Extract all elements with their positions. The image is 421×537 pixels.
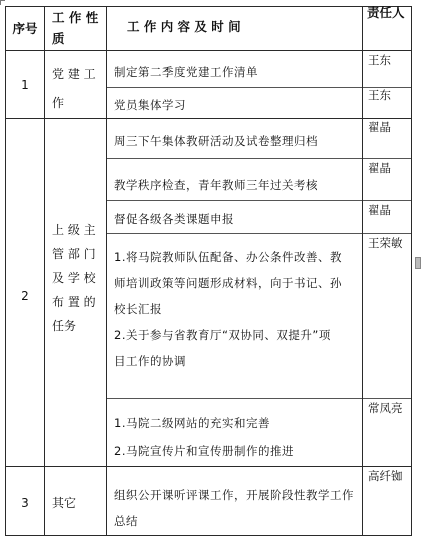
table-border-right <box>411 6 412 536</box>
row1-seq: 1 <box>21 78 29 92</box>
header-content: 工 作 内 容 及 时 间 <box>127 19 241 34</box>
task-person: 王荣敏 <box>368 236 403 250</box>
row2-category-line: 任务 <box>52 319 77 333</box>
task-text: 校长汇报 <box>114 302 162 316</box>
task-person: 翟晶 <box>368 203 391 217</box>
row2-category-line: 上 级 主 <box>52 223 96 237</box>
header-seq: 序号 <box>12 21 38 36</box>
task-text: 组织公开课听评课工作，开展阶段性教学工作 <box>114 488 354 502</box>
row1-category-line: 党 建 工 <box>52 67 96 81</box>
row2-category-line: 及 学 校 <box>52 271 96 285</box>
row3-category-line: 其它 <box>52 496 77 510</box>
header-bottom-rule <box>5 50 412 51</box>
row2-category-line: 管 部 门 <box>52 247 96 261</box>
row2-seq: 2 <box>21 289 29 303</box>
task-person: 常凤亮 <box>368 401 403 415</box>
task-text: 1.马院二级网站的充实和完善 <box>114 416 270 430</box>
task-person: 高纤铷 <box>368 469 403 483</box>
table-border-top <box>5 6 412 7</box>
row-divider <box>106 233 412 234</box>
task-person: 王东 <box>368 88 391 102</box>
task-person: 王东 <box>368 53 391 67</box>
task-text: 2.关于参与省教育厅“双协同、双提升”项 <box>114 328 331 342</box>
task-text: 教学秩序检查，青年教师三年过关考核 <box>114 178 318 192</box>
table-border-bottom <box>5 535 412 536</box>
task-text: 总结 <box>114 514 138 528</box>
header-category-line2: 质 <box>52 31 65 46</box>
header-category-line1: 工 作 性 <box>52 10 99 25</box>
task-person: 翟晶 <box>368 161 391 175</box>
task-text: 督促各级各类课题申报 <box>114 212 234 226</box>
column-divider <box>44 6 45 536</box>
header-person: 责任人 <box>367 5 405 20</box>
row-divider <box>106 398 412 399</box>
row-divider <box>5 466 412 467</box>
row-divider <box>106 158 412 159</box>
column-divider <box>106 6 107 536</box>
task-text: 周三下午集体教研活动及试卷整理归档 <box>114 134 318 148</box>
row1-category-line: 作 <box>52 96 65 110</box>
column-divider <box>362 6 363 536</box>
row-divider <box>106 200 412 201</box>
task-text: 师培训政策等问题形成材料，向于书记、孙 <box>114 276 342 290</box>
page-corner-mark <box>0 0 5 5</box>
task-text: 党员集体学习 <box>114 98 186 112</box>
task-person: 翟晶 <box>368 120 391 134</box>
side-scroll-handle[interactable] <box>415 257 421 269</box>
task-text: 1.将马院教师队伍配备、办公条件改善、教 <box>114 250 342 264</box>
row3-seq: 3 <box>21 496 29 510</box>
task-text: 2.马院宣传片和宣传册制作的推进 <box>114 444 294 458</box>
row-divider <box>5 118 412 119</box>
task-text: 制定第二季度党建工作清单 <box>114 65 258 79</box>
row-divider <box>106 87 412 88</box>
task-text: 目工作的协调 <box>114 354 186 368</box>
row2-category-line: 布 置 的 <box>52 295 96 309</box>
